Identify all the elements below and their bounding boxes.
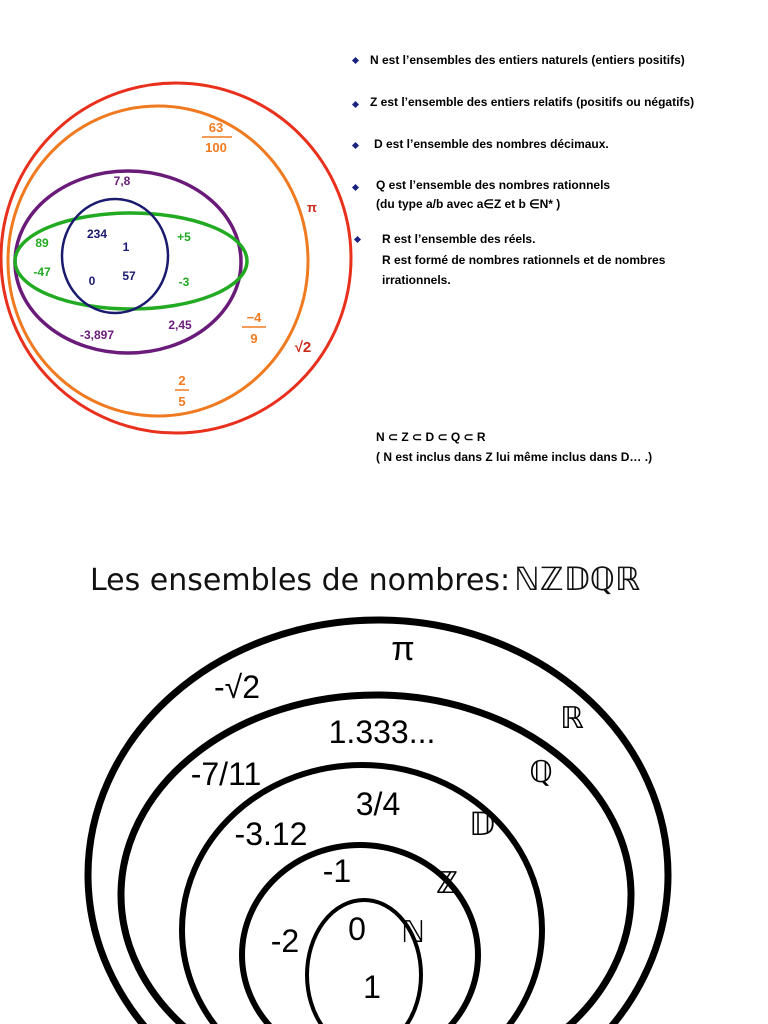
d-label-7-8: 7,8 <box>113 174 131 188</box>
section-title-symbols: ℕℤ𝔻ℚℝ <box>514 560 641 598</box>
pi-number: π <box>391 630 415 668</box>
q-frac2-denominator: 9 <box>250 331 258 346</box>
n-label-0: 0 <box>88 274 96 288</box>
definition-R-line1: R est l’ensemble des réels. <box>382 232 536 246</box>
set-N-ellipse <box>62 199 168 313</box>
q-repeat-number: 1.333... <box>328 714 436 750</box>
Z-symbol: ℤ <box>435 867 459 900</box>
neg-3-12-number: -3.12 <box>234 816 308 852</box>
set-Z-ellipse <box>15 213 247 309</box>
three-quarters-number: 3/4 <box>355 786 401 822</box>
zero-number: 0 <box>348 911 366 947</box>
z-label-neg-3: -3 <box>178 275 190 289</box>
inclusion-note: ( N est inclus dans Z lui même inclus dans D… .) <box>376 450 653 464</box>
r-pi-label: π <box>307 200 317 215</box>
definition-R-line3: irrationnels. <box>382 273 451 287</box>
R-symbol: ℝ <box>560 702 584 735</box>
n-label-1: 1 <box>122 240 130 254</box>
set-R-ellipse <box>1 83 351 433</box>
Q-symbol: ℚ <box>529 756 553 789</box>
one-number: 1 <box>363 969 381 1005</box>
neg-sqrt2-number: -√2 <box>213 669 261 705</box>
neg-7-11-number: -7/11 <box>190 756 262 792</box>
definition-N: N est l’ensembles des entiers naturels (entiers positifs) <box>370 53 685 67</box>
q-frac3-denominator: 5 <box>178 394 186 409</box>
q-frac1-numerator: 63 <box>208 120 224 135</box>
q-frac3-numerator: 2 <box>178 373 186 388</box>
set-D-ellipse <box>15 171 241 353</box>
q-frac2-numerator: −4 <box>246 310 262 325</box>
definition-Z: Z est l’ensemble des entiers relatifs (positifs ou négatifs) <box>370 95 695 109</box>
z-label-plus-5: +5 <box>177 230 191 244</box>
definition-D: D est l’ensemble des nombres décimaux. <box>374 137 609 151</box>
bottom-nested-sets-diagram <box>0 600 768 1024</box>
inclusion-chain: N ⊂ Z ⊂ D ⊂ Q ⊂ R <box>376 430 486 444</box>
set-R-outline <box>88 620 668 1024</box>
neg-1-number: -1 <box>322 853 352 889</box>
q-frac1-denominator: 100 <box>205 140 227 155</box>
set-Q-ellipse <box>8 106 308 416</box>
d-label-neg-3-897: -3,897 <box>79 328 115 342</box>
definition-Q-line1: Q est l’ensemble des nombres rationnels <box>376 178 611 192</box>
n-label-57: 57 <box>122 269 136 283</box>
definition-R-line2: R est formé de nombres rationnels et de nombres <box>382 253 666 267</box>
r-sqrt2-label: √2 <box>294 339 312 356</box>
definition-Q-line2: (du type a/b avec a∈Z et b ∈N* ) <box>376 197 561 211</box>
D-symbol: 𝔻 <box>468 806 496 842</box>
section-title <box>90 560 640 598</box>
z-label-neg-47: -47 <box>33 265 51 279</box>
d-label-2-45: 2,45 <box>168 318 192 332</box>
n-label-234: 234 <box>86 227 108 241</box>
section-title-text: Les ensembles de nombres: <box>90 563 511 598</box>
neg-2-number: -2 <box>270 923 300 959</box>
z-label-89: 89 <box>35 236 49 250</box>
N-symbol: ℕ <box>400 916 426 949</box>
